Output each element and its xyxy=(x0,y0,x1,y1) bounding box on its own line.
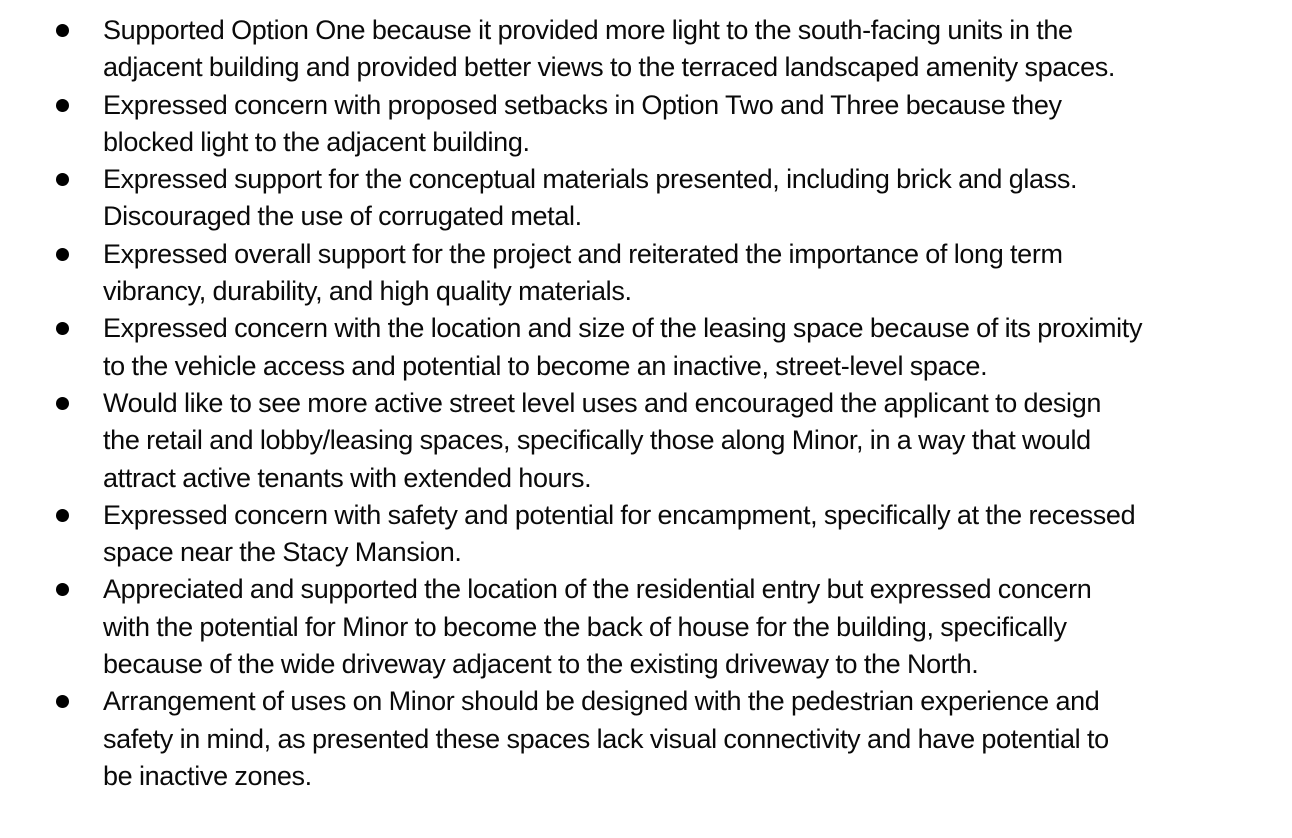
list-item-line: Would like to see more active street level uses and encouraged the applicant to design xyxy=(103,387,1102,418)
list-item-line: the retail and lobby/leasing spaces, specifically those along Minor, in a way that would xyxy=(103,425,1091,456)
list-item xyxy=(0,497,1292,572)
list-item-line: adjacent building and provided better views to the terraced landscaped amenity spaces. xyxy=(103,52,1116,83)
bullet-icon xyxy=(56,695,69,708)
list-item-line: Discouraged the use of corrugated metal. xyxy=(103,201,582,232)
list-item-line: be inactive zones. xyxy=(103,760,312,791)
list-item-line: Expressed concern with proposed setbacks in Option Two and Three because they xyxy=(103,89,1062,120)
list-item-line: vibrancy, durability, and high quality materials. xyxy=(103,276,632,307)
list-item xyxy=(0,385,1292,497)
list-item xyxy=(0,161,1292,236)
list-item xyxy=(0,236,1292,311)
list-item-line: because of the wide driveway adjacent to the existing driveway to the North. xyxy=(103,649,979,680)
document-page xyxy=(0,12,1292,795)
list-item-line: Expressed concern with safety and potential for encampment, specifically at the recessed xyxy=(103,499,1136,530)
list-item-line: Supported Option One because it provided more light to the south-facing units in the xyxy=(103,15,1073,45)
bullet-icon xyxy=(56,583,69,596)
list-item-line: blocked light to the adjacent building. xyxy=(103,126,530,157)
bullet-icon xyxy=(56,248,69,261)
list-item-line: with the potential for Minor to become the back of house for the building, specifically xyxy=(103,611,1067,642)
list-item-line: safety in mind, as presented these spaces lack visual connectivity and have potential to xyxy=(103,723,1109,754)
list-item xyxy=(0,12,1292,87)
bullet-icon xyxy=(56,322,69,335)
list-item-line: to the vehicle access and potential to become an inactive, street-level space. xyxy=(103,350,988,381)
bullet-icon xyxy=(56,99,69,112)
list-item-line: space near the Stacy Mansion. xyxy=(103,537,462,568)
bullet-icon xyxy=(56,509,69,522)
list-item xyxy=(0,571,1292,683)
bullet-icon xyxy=(56,173,69,186)
list-item xyxy=(0,310,1292,385)
list-item-line: Expressed concern with the location and size of the leasing space because of its proximity xyxy=(103,313,1143,344)
bullet-icon xyxy=(56,397,69,410)
list-item-line: Expressed support for the conceptual materials presented, including brick and glass. xyxy=(103,164,1078,195)
list-item-line: Appreciated and supported the location of the residential entry but expressed concern xyxy=(103,574,1092,605)
list-item-line: attract active tenants with extended hours. xyxy=(103,462,592,493)
list-item xyxy=(0,87,1292,162)
list-item-line: Arrangement of uses on Minor should be designed with the pedestrian experience and xyxy=(103,686,1100,717)
bullet-icon xyxy=(56,24,69,37)
bullet-list xyxy=(0,12,1292,795)
list-item xyxy=(0,683,1292,795)
list-item-line: Expressed overall support for the project and reiterated the importance of long term xyxy=(103,238,1063,269)
